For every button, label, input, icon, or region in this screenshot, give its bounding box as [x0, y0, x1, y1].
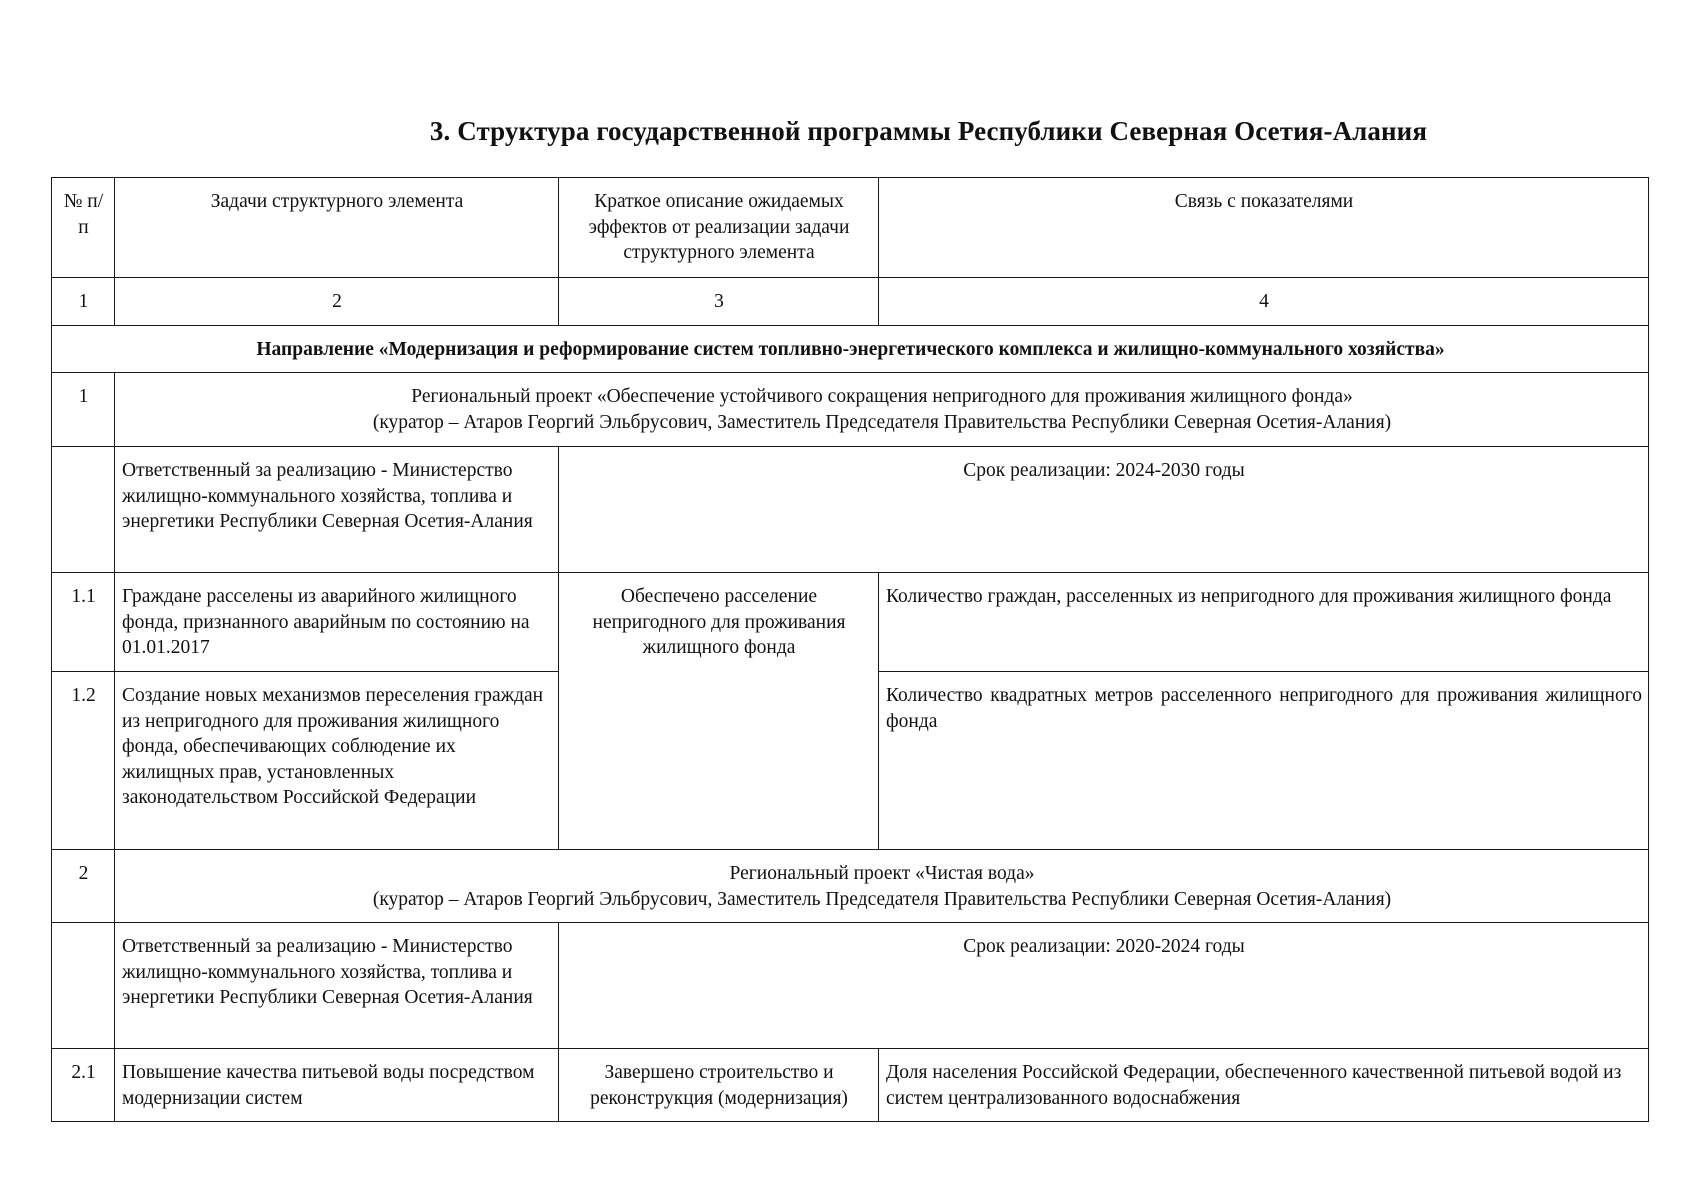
page-title: 3. Структура государственной программы Республики Северная Осетия-Алания — [429, 116, 1428, 146]
project-num: 1 — [52, 373, 115, 447]
indicator-text: Количество граждан, расселенных из непригодного для проживания жилищного фонда — [879, 573, 1649, 672]
structure-table — [51, 177, 1649, 1122]
effect-text: Завершено строительство и реконструкция (модернизация) — [559, 1049, 879, 1122]
table-row — [52, 1049, 1649, 1122]
header-num: № п/п — [52, 178, 115, 278]
column-number: 1 — [52, 278, 115, 326]
table-row — [52, 573, 1649, 672]
header-effects: Краткое описание ожидаемых эффектов от реализации задачи структурного элемента — [559, 178, 879, 278]
row-num: 1.2 — [52, 672, 115, 850]
indicator-text: Доля населения Российской Федерации, обеспеченного качественной питьевой водой из систем централизованного водоснабжения — [879, 1049, 1649, 1122]
direction-title: Направление «Модернизация и реформирование систем топливно-энергетического комплекса и жилищно-коммунального хозяйства» — [52, 326, 1649, 373]
project-num: 2 — [52, 850, 115, 923]
column-numbers-row — [52, 278, 1649, 326]
column-number: 2 — [115, 278, 559, 326]
empty-cell — [52, 923, 115, 1049]
column-number: 3 — [559, 278, 879, 326]
responsible-row — [52, 447, 1649, 573]
row-num: 2.1 — [52, 1049, 115, 1122]
row-num: 1.1 — [52, 573, 115, 672]
header-tasks: Задачи структурного элемента — [115, 178, 559, 278]
project-row — [52, 850, 1649, 923]
responsible-row — [52, 923, 1649, 1049]
empty-cell — [52, 447, 115, 573]
project-title: Региональный проект «Обеспечение устойчивого сокращения непригодного для проживания жилищного фонда» — [411, 386, 1353, 407]
direction-row — [52, 326, 1649, 373]
responsible-text: Ответственный за реализацию - Министерство жилищно-коммунального хозяйства, топлива и энергетики Республики Северная Осетия-Алания — [115, 447, 559, 573]
project-title-cell — [115, 373, 1649, 447]
task-text: Граждане расселены из аварийного жилищного фонда, признанного аварийным по состоянию на 01.01.2017 — [115, 573, 559, 672]
task-text: Повышение качества питьевой воды посредством модернизации систем — [115, 1049, 559, 1122]
term-text: Срок реализации: 2024-2030 годы — [559, 447, 1649, 573]
project-title-cell — [115, 850, 1649, 923]
responsible-text: Ответственный за реализацию - Министерство жилищно-коммунального хозяйства, топлива и энергетики Республики Северная Осетия-Алания — [115, 923, 559, 1049]
project-curator: (куратор – Атаров Георгий Эльбрусович, Заместитель Председателя Правительства Республики Северная Осетия-Алания) — [372, 888, 1392, 910]
column-number: 4 — [879, 278, 1649, 326]
term-text: Срок реализации: 2020-2024 годы — [559, 923, 1649, 1049]
project-curator: (куратор – Атаров Георгий Эльбрусович, Заместитель Председателя Правительства Республики Северная Осетия-Алания) — [372, 411, 1392, 433]
header-indicators: Связь с показателями — [879, 178, 1649, 278]
effect-text: Обеспечено расселение непригодного для проживания жилищного фонда — [559, 573, 879, 850]
indicator-text: Количество квадратных метров расселенного непригодного для проживания жилищного фонда — [879, 672, 1649, 850]
project-row — [52, 373, 1649, 447]
project-title: Региональный проект «Чистая вода» — [729, 863, 1035, 884]
task-text: Создание новых механизмов переселения граждан из непригодного для проживания жилищного фонда, обеспечивающих соблюдение их жилищных прав, установленных законодательством Российской Федерации — [115, 672, 559, 850]
header-row — [52, 178, 1649, 278]
